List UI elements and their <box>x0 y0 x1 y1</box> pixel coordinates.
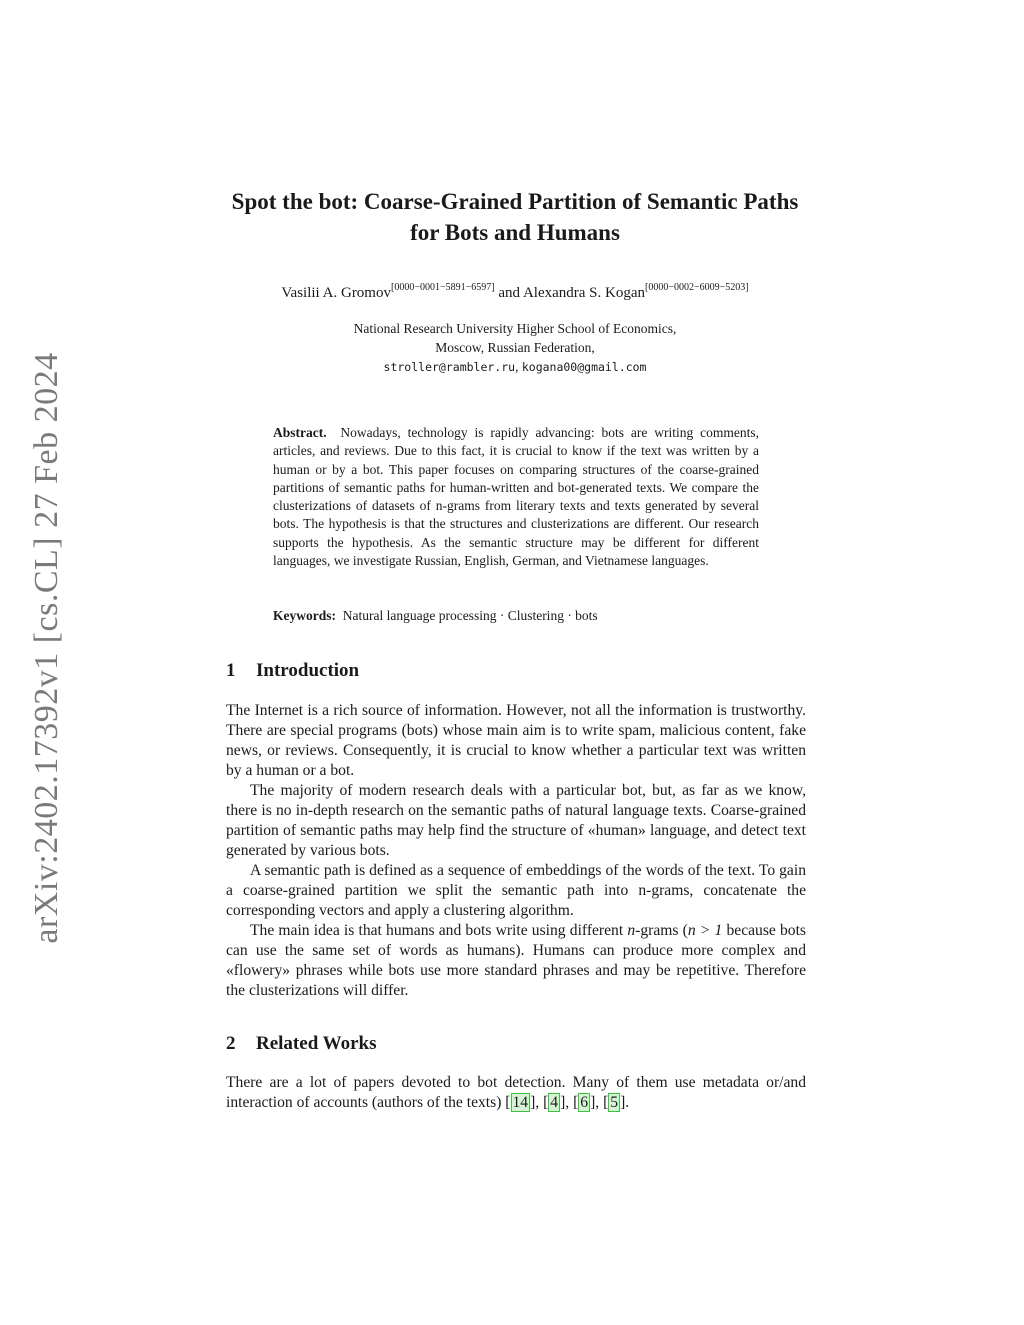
section-number: 1 <box>226 660 236 681</box>
orcid-id: [0000−0001−5891−6597] <box>390 282 495 293</box>
author-conjunction: and <box>498 285 520 301</box>
citation-link[interactable]: 14 <box>512 1094 529 1111</box>
math-variable: n <box>627 922 636 939</box>
paragraph-text: -grams ( <box>635 922 688 939</box>
paragraph: There are a lot of papers devoted to bot detection. Many of them use metadata or/and interaction of accounts (authors of the texts) [ 14 ], [ 4 ], [ 6 ], [ 5 ]. <box>226 1074 806 1111</box>
math-expression: n > 1 <box>687 922 723 939</box>
author-list <box>200 282 830 304</box>
paragraph-text: There are a lot of papers devoted to bot detection. Many of them use metadata or/and interaction of accounts (authors of the texts) <box>226 1074 806 1111</box>
citation-link[interactable]: 6 <box>580 1094 589 1111</box>
paper-title-line-2: for Bots and Humans <box>410 220 620 245</box>
section-number: 2 <box>226 1033 236 1054</box>
email-separator: , <box>515 359 519 374</box>
section-title: Related Works <box>256 1033 377 1054</box>
email-link[interactable]: kogana00@gmail.com <box>521 360 647 374</box>
citation-separator: , <box>565 1094 574 1111</box>
orcid-id: [0000−0002−6009−5203] <box>645 282 749 293</box>
paragraph-text: because bots can use the same set of words as humans). Humans can produce more complex and «flowery» phrases while bots use more standard phrases and may be repetitive. Therefore the clusterizations will differ. <box>226 922 806 999</box>
citation-separator: , <box>595 1094 604 1111</box>
paragraph: The Internet is a rich source of information. However, not all the information is trustworthy. There are special programs (bots) whose main aim is to write spam, malicious content, fake news, or reviews. Consequently, it is crucial to know whether a particular text was written by a human or a bot. <box>226 702 806 779</box>
author-emails <box>200 357 830 377</box>
citation-separator: , <box>535 1094 544 1111</box>
citation-link[interactable]: 4 <box>550 1094 559 1111</box>
paragraph: The majority of modern research deals with a particular bot, but, as far as we know, there is no in-depth research on the semantic paths of natural language texts. Coarse-grained partition of semantic paths may help find the structure of «human» language, and detect text generated by various bots. <box>226 782 806 859</box>
paper-title <box>200 186 830 248</box>
author-name: Vasilii A. Gromov <box>281 285 391 301</box>
keywords-text: Natural language processing · Clustering · bots <box>342 608 598 623</box>
section-heading-related-works <box>226 1032 377 1056</box>
paragraph <box>226 921 806 1001</box>
keywords <box>273 607 759 625</box>
section-heading-introduction <box>226 659 359 683</box>
author-name: Alexandra S. Kogan <box>522 285 645 301</box>
arxiv-identifier-stamp: arXiv:2402.17392v1 [cs.CL] 27 Feb 2024 <box>28 352 65 944</box>
paper-title-line-1: Spot the bot: Coarse-Grained Partition of Semantic Paths <box>231 189 799 214</box>
introduction-body <box>226 701 806 1001</box>
section-title: Introduction <box>256 660 360 681</box>
sentence-end: . <box>625 1094 630 1111</box>
keywords-label: Keywords: <box>273 608 336 623</box>
abstract-label: Abstract. <box>273 425 327 440</box>
email-link[interactable]: stroller@rambler.ru <box>383 360 516 374</box>
affiliation-line-2: Moscow, Russian Federation, <box>435 340 595 355</box>
abstract <box>273 424 759 570</box>
paragraph-text: The main idea is that humans and bots write using different <box>250 922 628 939</box>
paragraph: A semantic path is defined as a sequence of embeddings of the words of the text. To gain a coarse-grained partition we split the semantic path into n-grams, concatenate the corresponding vectors and apply a clustering algorithm. <box>226 862 806 919</box>
abstract-text: Nowadays, technology is rapidly advancing: bots are writing comments, articles, and reviews. Due to this fact, it is crucial to know if the text was written by a human or by a bot. This paper focuses on comparing structures of the coarse-grained partitions of semantic paths for human-written and bot-generated texts. We compare the clusterizations of datasets of n-grams from literary texts and texts generated by several bots. The hypothesis is that the structures and clusterizations are different. Our research supports the hypothesis. As the semantic structure may be different for different languages, we investigate Russian, English, German, and Vietnamese languages. <box>273 425 760 569</box>
affiliation-line-1: National Research University Higher School of Economics, <box>353 321 677 336</box>
related-works-body <box>226 1073 806 1113</box>
citation-link[interactable]: 5 <box>610 1094 619 1111</box>
affiliation <box>200 319 830 377</box>
